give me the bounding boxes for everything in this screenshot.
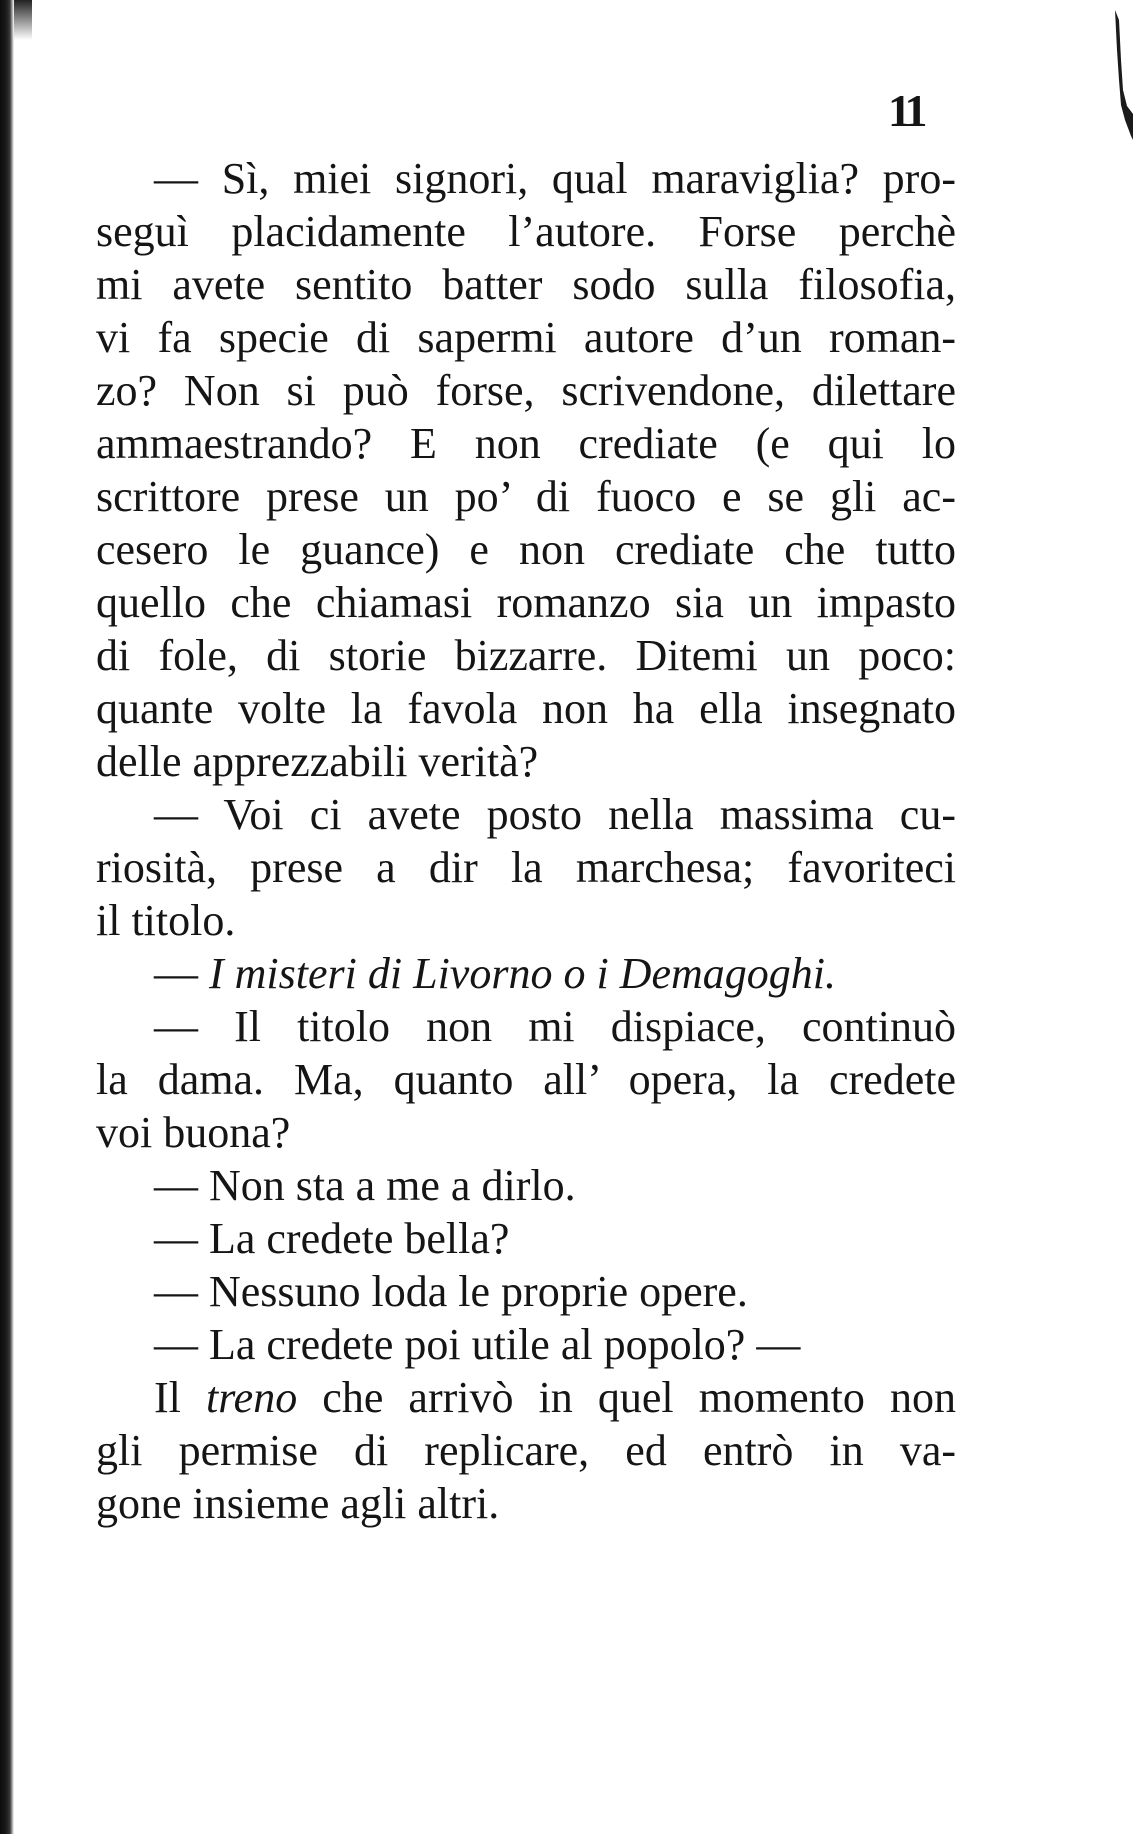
text-line: quante volte la favola non ha ella insegnato [96, 684, 956, 733]
novel-title: I misteri di Livorno o i Demagoghi. [209, 949, 836, 998]
text-line: la dama. Ma, quanto all’ opera, la credete [96, 1055, 956, 1104]
text-line-train [96, 1371, 956, 1424]
text-line: zo? Non si può forse, scrivendone, dilettare [96, 366, 956, 415]
page-number: 11 [888, 85, 924, 136]
text-line: delle apprezzabili verità? [96, 737, 539, 786]
text-line: di fole, di storie bizzarre. Ditemi un poco: [96, 631, 956, 680]
binding-shadow [14, 0, 32, 40]
text-line: — La credete bella? [154, 1214, 510, 1263]
text-line: quello che chiamasi romanzo sia un impasto [96, 578, 956, 627]
title-dash: — [154, 949, 198, 998]
text-line: — Nessuno loda le proprie opere. [154, 1267, 748, 1316]
text-line-title [96, 947, 956, 1000]
text-line: — Sì, miei signori, qual maraviglia? pro- [154, 154, 956, 203]
text-line: gone insieme agli altri. [96, 1479, 500, 1528]
train-word: treno [205, 1373, 298, 1422]
text-line: seguì placidamente l’autore. Forse perchè [96, 207, 956, 256]
binding-edge [0, 0, 14, 1834]
text-line: il titolo. [96, 896, 236, 945]
text-line: gli permise di replicare, ed entrò in va- [96, 1426, 956, 1475]
text-line: scrittore prese un po’ di fuoco e se gli ac- [96, 472, 956, 521]
text-line: — Il titolo non mi dispiace, continuò [154, 1002, 956, 1051]
scan-edge-mark [1111, 10, 1133, 140]
text-line: riosità, prese a dir la marchesa; favoriteci [96, 843, 956, 892]
text-line: ammaestrando? E non crediate (e qui lo [96, 419, 956, 468]
text-line: mi avete sentito batter sodo sulla filosofia, [96, 260, 956, 309]
train-prefix: Il [154, 1373, 181, 1422]
text-line: — Non sta a me a dirlo. [154, 1161, 576, 1210]
text-line: cesero le guance) e non crediate che tutto [96, 525, 956, 574]
text-line: voi buona? [96, 1108, 291, 1157]
body-text [96, 152, 956, 1530]
text-line: vi fa specie di sapermi autore d’un roman- [96, 313, 956, 362]
text-line: — La credete poi utile al popolo? — [154, 1320, 801, 1369]
text-line: — Voi ci avete posto nella massima cu- [154, 790, 956, 839]
train-suffix: che arrivò in quel momento non [322, 1373, 956, 1422]
